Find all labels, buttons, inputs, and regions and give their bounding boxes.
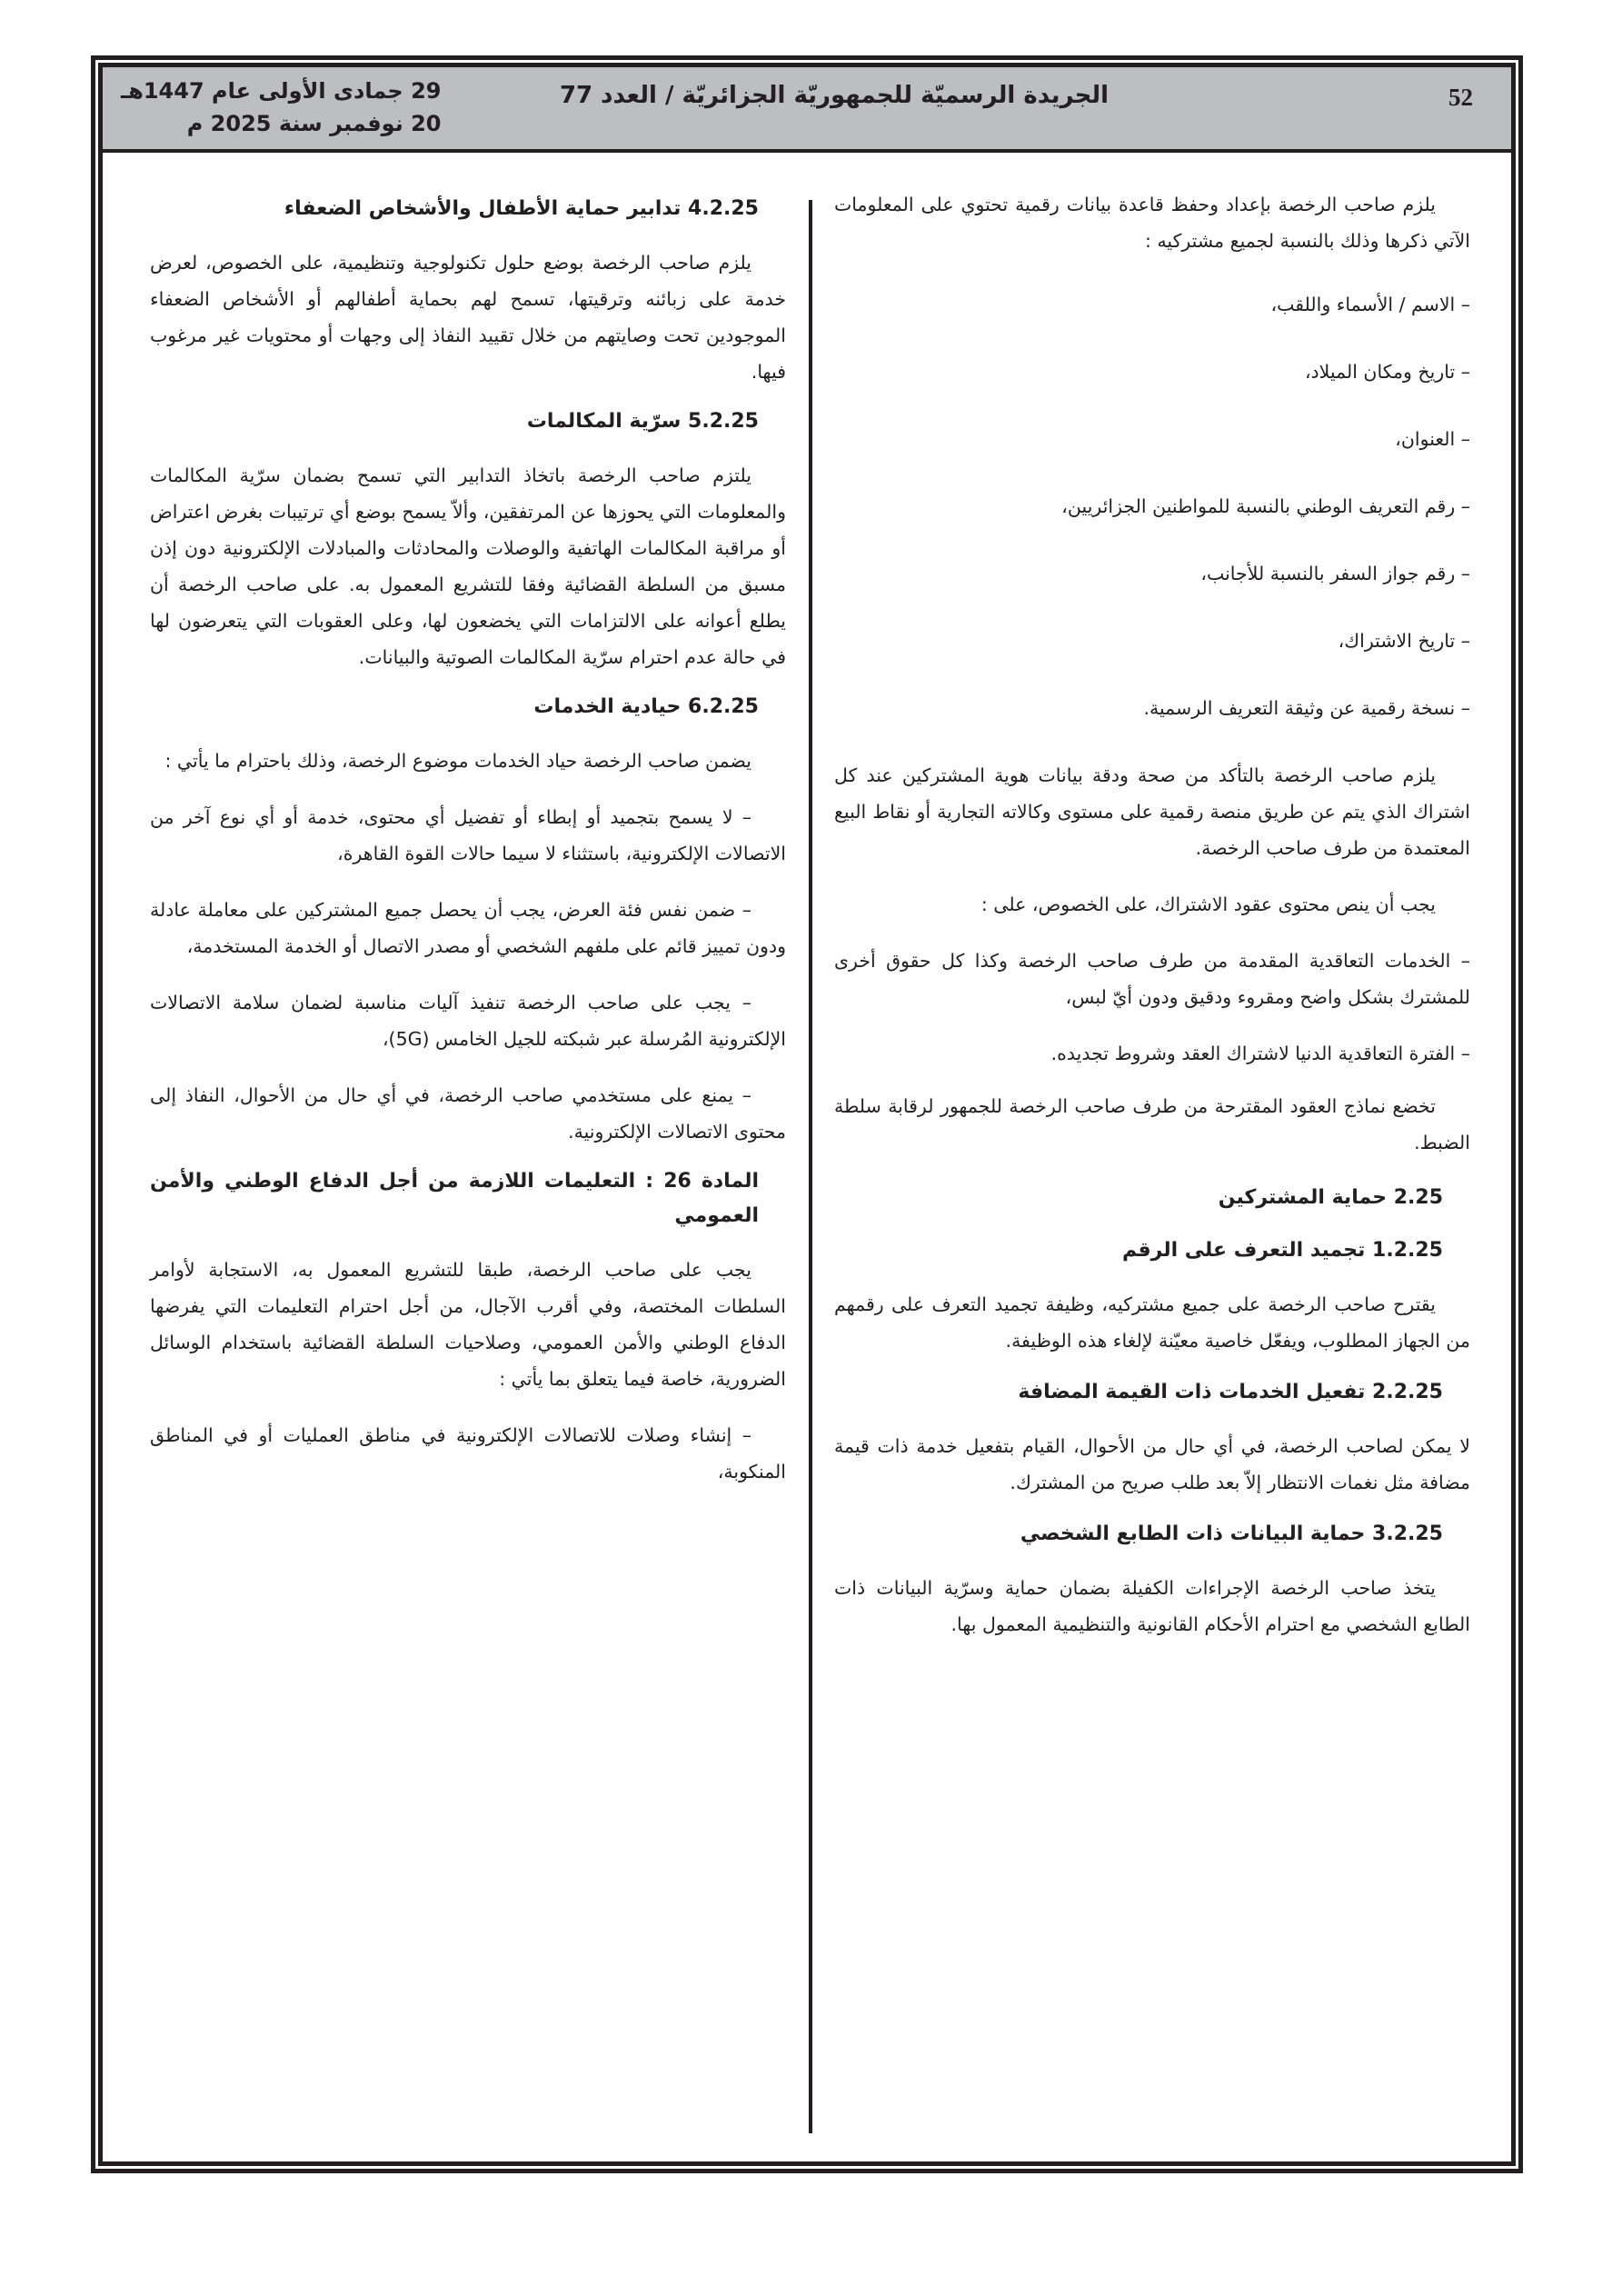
article-26-paragraph: يجب على صاحب الرخصة، طبقا للتشريع المعمول به، الاستجابة لأوامر السلطات المختصة، وفي أقرب الآجال، من أجل احترام التعليمات التي يفرضها الدفاع الوطني والأمن العمومي، وصلاحيات السلطة القضائية باستخدام الوسائل الضرورية، خاصة فيما يتعلق بما يأتي : <box>150 1259 786 1390</box>
section-heading-5-2-25: 5.2.25 سرّية المكالمات <box>526 410 759 433</box>
contract-item: – الفترة التعاقدية الدنيا لاشتراك العقد وشروط تجديده. <box>1050 1043 1470 1064</box>
left-column <box>150 186 786 1504</box>
personal-data-paragraph: يتخذ صاحب الرخصة الإجراءات الكفيلة بضمان حماية وسرّية البيانات ذات الطابع الشخصي مع احترام الأحكام القانونية والتنظيمية المعمول بها. <box>834 1577 1470 1635</box>
verification-paragraph: يلزم صاحب الرخصة بالتأكد من صحة ودقة بيانات هوية المشتركين عند كل اشتراك الذي يتم عن طريق منصة رقمية على مستوى وكالاته التجارية أو نقاط البيع المعتمدة من طرف صاحب الرخصة. <box>834 764 1470 859</box>
section-heading-6-2-25: 6.2.25 حيادية الخدمات <box>533 695 759 718</box>
data-item: – تاريخ الاشتراك، <box>1338 630 1470 652</box>
neutrality-intro-paragraph: يضمن صاحب الرخصة حياد الخدمات موضوع الرخصة، وذلك باحترام ما يأتي : <box>164 750 751 772</box>
neutrality-item: – يجب على صاحب الرخصة تنفيذ آليات مناسبة لضمان سلامة الاتصالات الإلكترونية المُرسلة عبر شبكته للجيل الخامس (5G)، <box>150 992 786 1050</box>
section-heading-1-2-25: 1.2.25 تجميد التعرف على الرقم <box>1122 1239 1443 1262</box>
right-column <box>834 186 1470 1657</box>
issue-date <box>121 75 441 140</box>
neutrality-item: – يمنع على مستخدمي صاحب الرخصة، في أي حال من الأحوال، النفاذ إلى محتوى الاتصالات الإلكترونية. <box>150 1084 786 1143</box>
call-confidentiality-paragraph: يلتزم صاحب الرخصة باتخاذ التدابير التي تسمح بضمان سرّية المكالمات والمعلومات التي يحوزها عن المرتفقين، وألاّ يسمح بوضع أي ترتيبات بغرض اعتراض أو مراقبة المكالمات الهاتفية والوصلات والمحادثات والمبادلات الإلكترونية دون إذن مسبق من السلطة القضائية وفقا للتشريع المعمول به. على صاحب الرخصة أن يطلع أعوانه على الالتزامات التي يخضعون لها، وعلى العقوبات التي يتعرضون لها في حالة عدم احترام سرّية المكالمات الصوتية والبيانات. <box>150 464 786 668</box>
data-item: – العنوان، <box>1395 428 1470 450</box>
contract-models-paragraph: تخضع نماذج العقود المقترحة من طرف صاحب الرخصة للجمهور لرقابة سلطة الضبط. <box>834 1095 1470 1153</box>
neutrality-item: – ضمن نفس فئة العرض، يجب أن يحصل جميع المشتركين على معاملة عادلة ودون تمييز قائم على ملفهم الشخصي أو مصدر الاتصال أو الخدمة المستخدمة، <box>150 899 786 957</box>
article-26-heading: المادة 26 : التعليمات اللازمة من أجل الدفاع الوطني والأمن العمومي <box>150 1170 759 1227</box>
number-masking-paragraph: يقترح صاحب الرخصة على جميع مشتركيه، وظيفة تجميد التعرف على رقمهم من الجهاز المطلوب، ويفعّل خاصية معيّنة لإلغاء هذه الوظيفة. <box>834 1293 1470 1352</box>
data-item: – رقم جواز السفر بالنسبة للأجانب، <box>1200 563 1470 584</box>
page-header <box>103 67 1511 153</box>
column-divider <box>809 200 812 2133</box>
data-item: – الاسم / الأسماء واللقب، <box>1270 294 1470 315</box>
section-heading-3-2-25: 3.2.25 حماية البيانات ذات الطابع الشخصي <box>1020 1522 1443 1545</box>
subscriber-database-paragraph: يلزم صاحب الرخصة بإعداد وحفظ قاعدة بيانات رقمية تحتوي على المعلومات الآتي ذكرها وذلك بالنسبة لجميع مشتركيه : <box>834 194 1470 252</box>
article-26-item: – إنشاء وصلات للاتصالات الإلكترونية في مناطق العمليات أو في المناطق المنكوبة، <box>150 1424 786 1482</box>
data-item: – رقم التعريف الوطني بالنسبة للمواطنين الجزائريين، <box>1061 495 1470 517</box>
value-added-services-paragraph: لا يمكن لصاحب الرخصة، في أي حال من الأحوال، القيام بتفعيل خدمة ذات قيمة مضافة مثل نغمات الانتظار إلاّ بعد طلب صريح من المشترك. <box>834 1435 1470 1493</box>
section-heading-4-2-25: 4.2.25 تدابير حماية الأطفال والأشخاص الضعفاء <box>284 197 759 220</box>
contract-item: – الخدمات التعاقدية المقدمة من طرف صاحب الرخصة وكذا كل حقوق أخرى للمشترك بشكل واضح ومقروء ودقيق ودون أيّ لبس، <box>834 950 1470 1008</box>
data-item: – نسخة رقمية عن وثيقة التعريف الرسمية. <box>1143 697 1470 719</box>
child-protection-paragraph: يلزم صاحب الرخصة بوضع حلول تكنولوجية وتنظيمية، على الخصوص، لعرض خدمة على زبائنه وترقيتها، تسمح لهم بحماية أطفالهم أو الأشخاص الضعفاء الموجودين تحت وصايتهم من خلال تقييد النفاذ إلى وجهات أو محتويات غير مرغوب فيها. <box>150 252 786 383</box>
neutrality-item: – لا يسمح بتجميد أو إبطاء أو تفضيل أي محتوى، خدمة أو أي نوع آخر من الاتصالات الإلكترونية، باستثناء لا سيما حالات القوة القاهرة، <box>150 806 786 864</box>
section-heading-2-25: 2.25 حماية المشتركين <box>1218 1186 1443 1209</box>
section-heading-2-2-25: 2.2.25 تفعيل الخدمات ذات القيمة المضافة <box>1018 1381 1443 1403</box>
journal-title: الجريدة الرسميّة للجمهوريّة الجزائريّة / العدد 77 <box>559 82 1110 109</box>
contracts-intro-paragraph: يجب أن ينص محتوى عقود الاشتراك، على الخصوص، على : <box>980 893 1436 915</box>
hijri-date: 29 جمادى الأولى عام 1447هـ <box>121 78 442 104</box>
page-number: 52 <box>1448 84 1473 111</box>
gregorian-date: 20 نوفمبر سنة 2025 م <box>186 111 442 136</box>
data-item: – تاريخ ومكان الميلاد، <box>1304 361 1470 383</box>
